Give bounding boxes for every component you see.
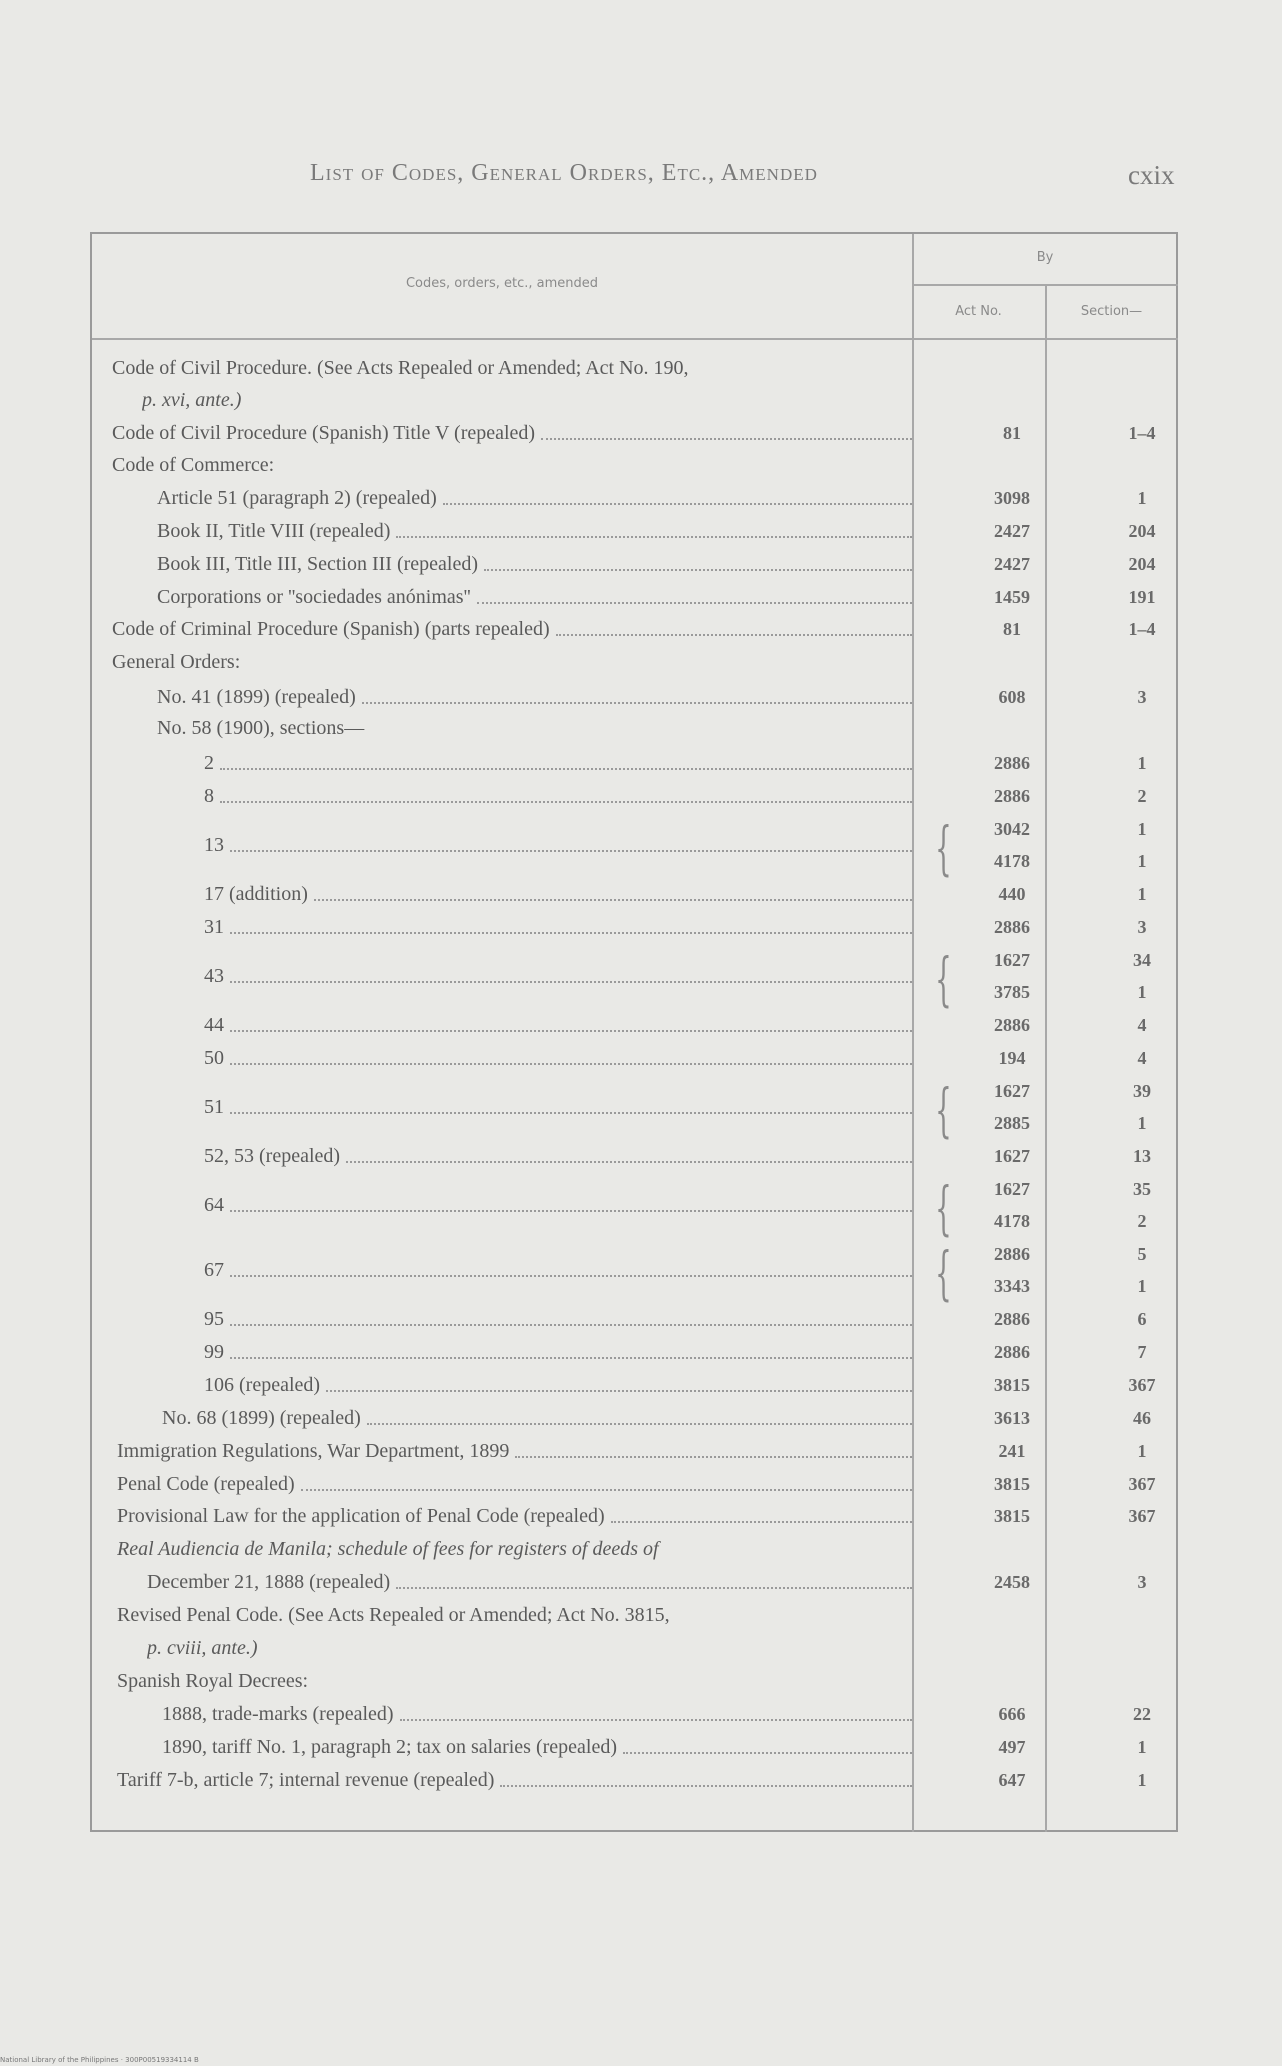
section-number: 39 (1133, 1081, 1151, 1101)
entry-label: Real Audiencia de Manila; schedule of fees for registers of deeds of (117, 1538, 659, 1560)
table-row (92, 1303, 1180, 1335)
act-number: 4178 (994, 1211, 1030, 1231)
table-row (92, 1468, 1180, 1500)
entry-label: 51 (204, 1096, 224, 1118)
table-row (92, 1764, 1180, 1796)
entry-label: 17 (addition) (204, 883, 308, 905)
table-row (92, 911, 1180, 943)
table-row (92, 1731, 1180, 1763)
act-number: 2886 (994, 917, 1030, 937)
section-number: 1 (1137, 1276, 1147, 1296)
dot-leader (230, 1324, 912, 1326)
table-row (92, 976, 1180, 1008)
scan-footer-note: National Library of the Philippines · 300P00519334114 B (0, 2056, 199, 2064)
section-number: 3 (1137, 1572, 1147, 1592)
entry-label: Code of Civil Procedure. (See Acts Repealed or Amended; Act No. 190, (112, 357, 689, 379)
entry-label: 2 (204, 752, 214, 774)
dot-leader (367, 1423, 912, 1425)
section-number: 2 (1137, 786, 1147, 806)
section-number: 204 (1128, 554, 1156, 574)
dot-leader (556, 634, 912, 636)
table-row (92, 1599, 1180, 1631)
section-number: 1 (1137, 1737, 1147, 1757)
act-number: 194 (998, 1048, 1026, 1068)
brace-icon: { (935, 945, 952, 1013)
dot-leader (220, 768, 912, 770)
entry-label: 8 (204, 785, 214, 807)
act-number: 608 (998, 687, 1026, 707)
act-number: 440 (998, 884, 1026, 904)
dot-leader (362, 702, 912, 704)
act-number: 1627 (994, 1146, 1030, 1166)
dot-leader (400, 1719, 912, 1721)
dot-leader (541, 438, 912, 440)
act-number: 1459 (994, 587, 1030, 607)
brace-icon: { (935, 1076, 952, 1144)
section-number: 367 (1128, 1506, 1156, 1526)
section-number: 7 (1137, 1342, 1147, 1362)
act-number: 2427 (994, 554, 1030, 574)
act-number: 666 (998, 1704, 1026, 1724)
act-number: 3815 (994, 1375, 1030, 1395)
entry-label: 67 (204, 1259, 224, 1281)
act-number: 2427 (994, 521, 1030, 541)
entry-label: 43 (204, 965, 224, 987)
act-number: 2458 (994, 1572, 1030, 1592)
entry-label: 50 (204, 1047, 224, 1069)
section-number: 1 (1137, 1770, 1147, 1790)
entry-label: 13 (204, 834, 224, 856)
page-title: List of Codes, General Orders, Etc., Amended (310, 160, 818, 186)
dot-leader (500, 1785, 912, 1787)
entry-label: Article 51 (paragraph 2) (repealed) (157, 487, 437, 509)
dot-leader (326, 1390, 912, 1392)
act-number: 241 (998, 1441, 1026, 1461)
page-header (0, 160, 1282, 200)
column-header-act: Act No. (955, 304, 1002, 319)
dot-leader (484, 569, 912, 571)
table-row (92, 1533, 1180, 1565)
act-number: 3042 (994, 819, 1030, 839)
table-row (92, 548, 1180, 580)
table-row (92, 1270, 1180, 1302)
section-number: 204 (1128, 521, 1156, 541)
act-number: 2886 (994, 753, 1030, 773)
act-number: 3098 (994, 488, 1030, 508)
act-number: 1627 (994, 1179, 1030, 1199)
entry-label: Book II, Title VIII (repealed) (157, 520, 391, 542)
amended-codes-table (90, 232, 1178, 1832)
table-row (92, 482, 1180, 514)
act-number: 2885 (994, 1113, 1030, 1133)
dot-leader (230, 1357, 912, 1359)
table-row (92, 515, 1180, 547)
section-number: 3 (1137, 687, 1147, 707)
dot-leader (220, 801, 912, 803)
section-number: 3 (1137, 917, 1147, 937)
act-number: 3343 (994, 1276, 1030, 1296)
table-body (92, 234, 1180, 1834)
table-row (92, 845, 1180, 877)
act-number: 1627 (994, 950, 1030, 970)
entry-label: Provisional Law for the application of Penal Code (repealed) (117, 1505, 605, 1527)
section-number: 2 (1137, 1211, 1147, 1231)
table-row (92, 449, 1180, 481)
entry-label: Tariff 7-b, article 7; internal revenue (repealed) (117, 1769, 495, 1791)
act-number: 4178 (994, 851, 1030, 871)
entry-label: Book III, Title III, Section III (repealed) (157, 553, 479, 575)
section-number: 5 (1137, 1244, 1147, 1264)
entry-label: Code of Commerce: (112, 454, 275, 476)
table-row (92, 1402, 1180, 1434)
dot-leader (230, 1063, 912, 1065)
act-number: 647 (998, 1770, 1026, 1790)
act-number: 2886 (994, 1244, 1030, 1264)
entry-label: 52, 53 (repealed) (204, 1145, 341, 1167)
column-header-main: Codes, orders, etc., amended (405, 276, 599, 291)
entry-label: 106 (repealed) (204, 1374, 321, 1396)
section-number: 13 (1133, 1146, 1151, 1166)
section-number: 1 (1137, 1113, 1147, 1133)
act-number: 3815 (994, 1506, 1030, 1526)
dot-leader (611, 1521, 912, 1523)
entry-label: Immigration Regulations, War Department, 1899 (117, 1440, 510, 1462)
table-row (92, 1500, 1180, 1532)
entry-label: 95 (204, 1308, 224, 1330)
table-row (92, 581, 1180, 613)
table-row (92, 780, 1180, 812)
entry-label: 1890, tariff No. 1, paragraph 2; tax on salaries (repealed) (162, 1736, 618, 1758)
table-row (92, 878, 1180, 910)
section-number: 1–4 (1128, 423, 1156, 443)
column-header-by: By (1036, 250, 1054, 265)
section-number: 46 (1133, 1408, 1151, 1428)
dot-leader (301, 1489, 912, 1491)
section-number: 1–4 (1128, 619, 1156, 639)
table-row (92, 1042, 1180, 1074)
table-row (92, 1435, 1180, 1467)
section-number: 367 (1128, 1474, 1156, 1494)
entry-label: Penal Code (repealed) (117, 1473, 295, 1495)
dot-leader (314, 899, 912, 901)
act-number: 3815 (994, 1474, 1030, 1494)
act-number: 3785 (994, 982, 1030, 1002)
entry-label: Revised Penal Code. (See Acts Repealed or Amended; Act No. 3815, (117, 1604, 670, 1626)
section-number: 1 (1137, 753, 1147, 773)
section-number: 367 (1128, 1375, 1156, 1395)
act-number: 2886 (994, 1015, 1030, 1035)
act-number: 81 (1003, 423, 1021, 443)
section-number: 1 (1137, 819, 1147, 839)
entry-label: No. 58 (1900), sections— (157, 717, 365, 739)
entry-label: No. 41 (1899) (repealed) (157, 686, 356, 708)
entry-label: Spanish Royal Decrees: (117, 1670, 309, 1692)
section-number: 1 (1137, 884, 1147, 904)
table-row (92, 1665, 1180, 1697)
table-row (92, 613, 1180, 645)
act-number: 2886 (994, 1309, 1030, 1329)
entry-label: December 21, 1888 (repealed) (147, 1571, 391, 1593)
entry-label: General Orders: (112, 651, 241, 673)
table-row (92, 417, 1180, 449)
act-number: 81 (1003, 619, 1021, 639)
dot-leader (230, 1030, 912, 1032)
table-row (92, 1336, 1180, 1368)
dot-leader (346, 1161, 912, 1163)
entry-label: 64 (204, 1194, 224, 1216)
entry-label: Corporations or ''sociedades anónimas'' (157, 586, 471, 608)
dot-leader (396, 536, 912, 538)
section-number: 1 (1137, 851, 1147, 871)
brace-icon: { (935, 1174, 952, 1242)
dot-leader (230, 932, 912, 934)
entry-label: Code of Civil Procedure (Spanish) Title V (repealed) (112, 422, 536, 444)
section-number: 1 (1137, 488, 1147, 508)
act-number: 2886 (994, 1342, 1030, 1362)
dot-leader (515, 1456, 912, 1458)
entry-label: 44 (204, 1014, 224, 1036)
table-row (92, 1632, 1180, 1664)
entry-label: 1888, trade-marks (repealed) (162, 1703, 394, 1725)
entry-label: 31 (204, 916, 224, 938)
brace-icon: { (935, 1239, 952, 1307)
section-number: 6 (1137, 1309, 1147, 1329)
entry-label: Code of Criminal Procedure (Spanish) (parts repealed) (112, 618, 550, 640)
table-row (92, 1566, 1180, 1598)
section-number: 34 (1133, 950, 1151, 970)
table-row (92, 352, 1180, 384)
act-number: 497 (998, 1737, 1026, 1757)
table-row (92, 1205, 1180, 1237)
table-row (92, 712, 1180, 744)
act-number: 3613 (994, 1408, 1030, 1428)
brace-icon: { (935, 814, 952, 882)
page-number: cxix (1128, 160, 1175, 190)
act-number: 1627 (994, 1081, 1030, 1101)
section-number: 22 (1133, 1704, 1151, 1724)
table-row (92, 1107, 1180, 1139)
section-number: 4 (1137, 1015, 1147, 1035)
section-number: 35 (1133, 1179, 1151, 1199)
table-row (92, 646, 1180, 678)
table-row (92, 747, 1180, 779)
table-row (92, 1369, 1180, 1401)
entry-label: No. 68 (1899) (repealed) (162, 1407, 361, 1429)
entry-label: 99 (204, 1341, 224, 1363)
section-number: 1 (1137, 982, 1147, 1002)
section-number: 1 (1137, 1441, 1147, 1461)
section-number: 4 (1137, 1048, 1147, 1068)
dot-leader (477, 602, 912, 604)
table-row (92, 1009, 1180, 1041)
act-number: 2886 (994, 786, 1030, 806)
entry-label: p. xvi, ante.) (142, 389, 242, 411)
table-row (92, 681, 1180, 713)
dot-leader (443, 503, 912, 505)
entry-label: p. cviii, ante.) (147, 1637, 258, 1659)
dot-leader (396, 1587, 912, 1589)
dot-leader (623, 1752, 912, 1754)
column-header-section: Section— (1080, 304, 1143, 319)
table-row (92, 1698, 1180, 1730)
section-number: 191 (1128, 587, 1156, 607)
table-row (92, 384, 1180, 416)
table-row (92, 1140, 1180, 1172)
